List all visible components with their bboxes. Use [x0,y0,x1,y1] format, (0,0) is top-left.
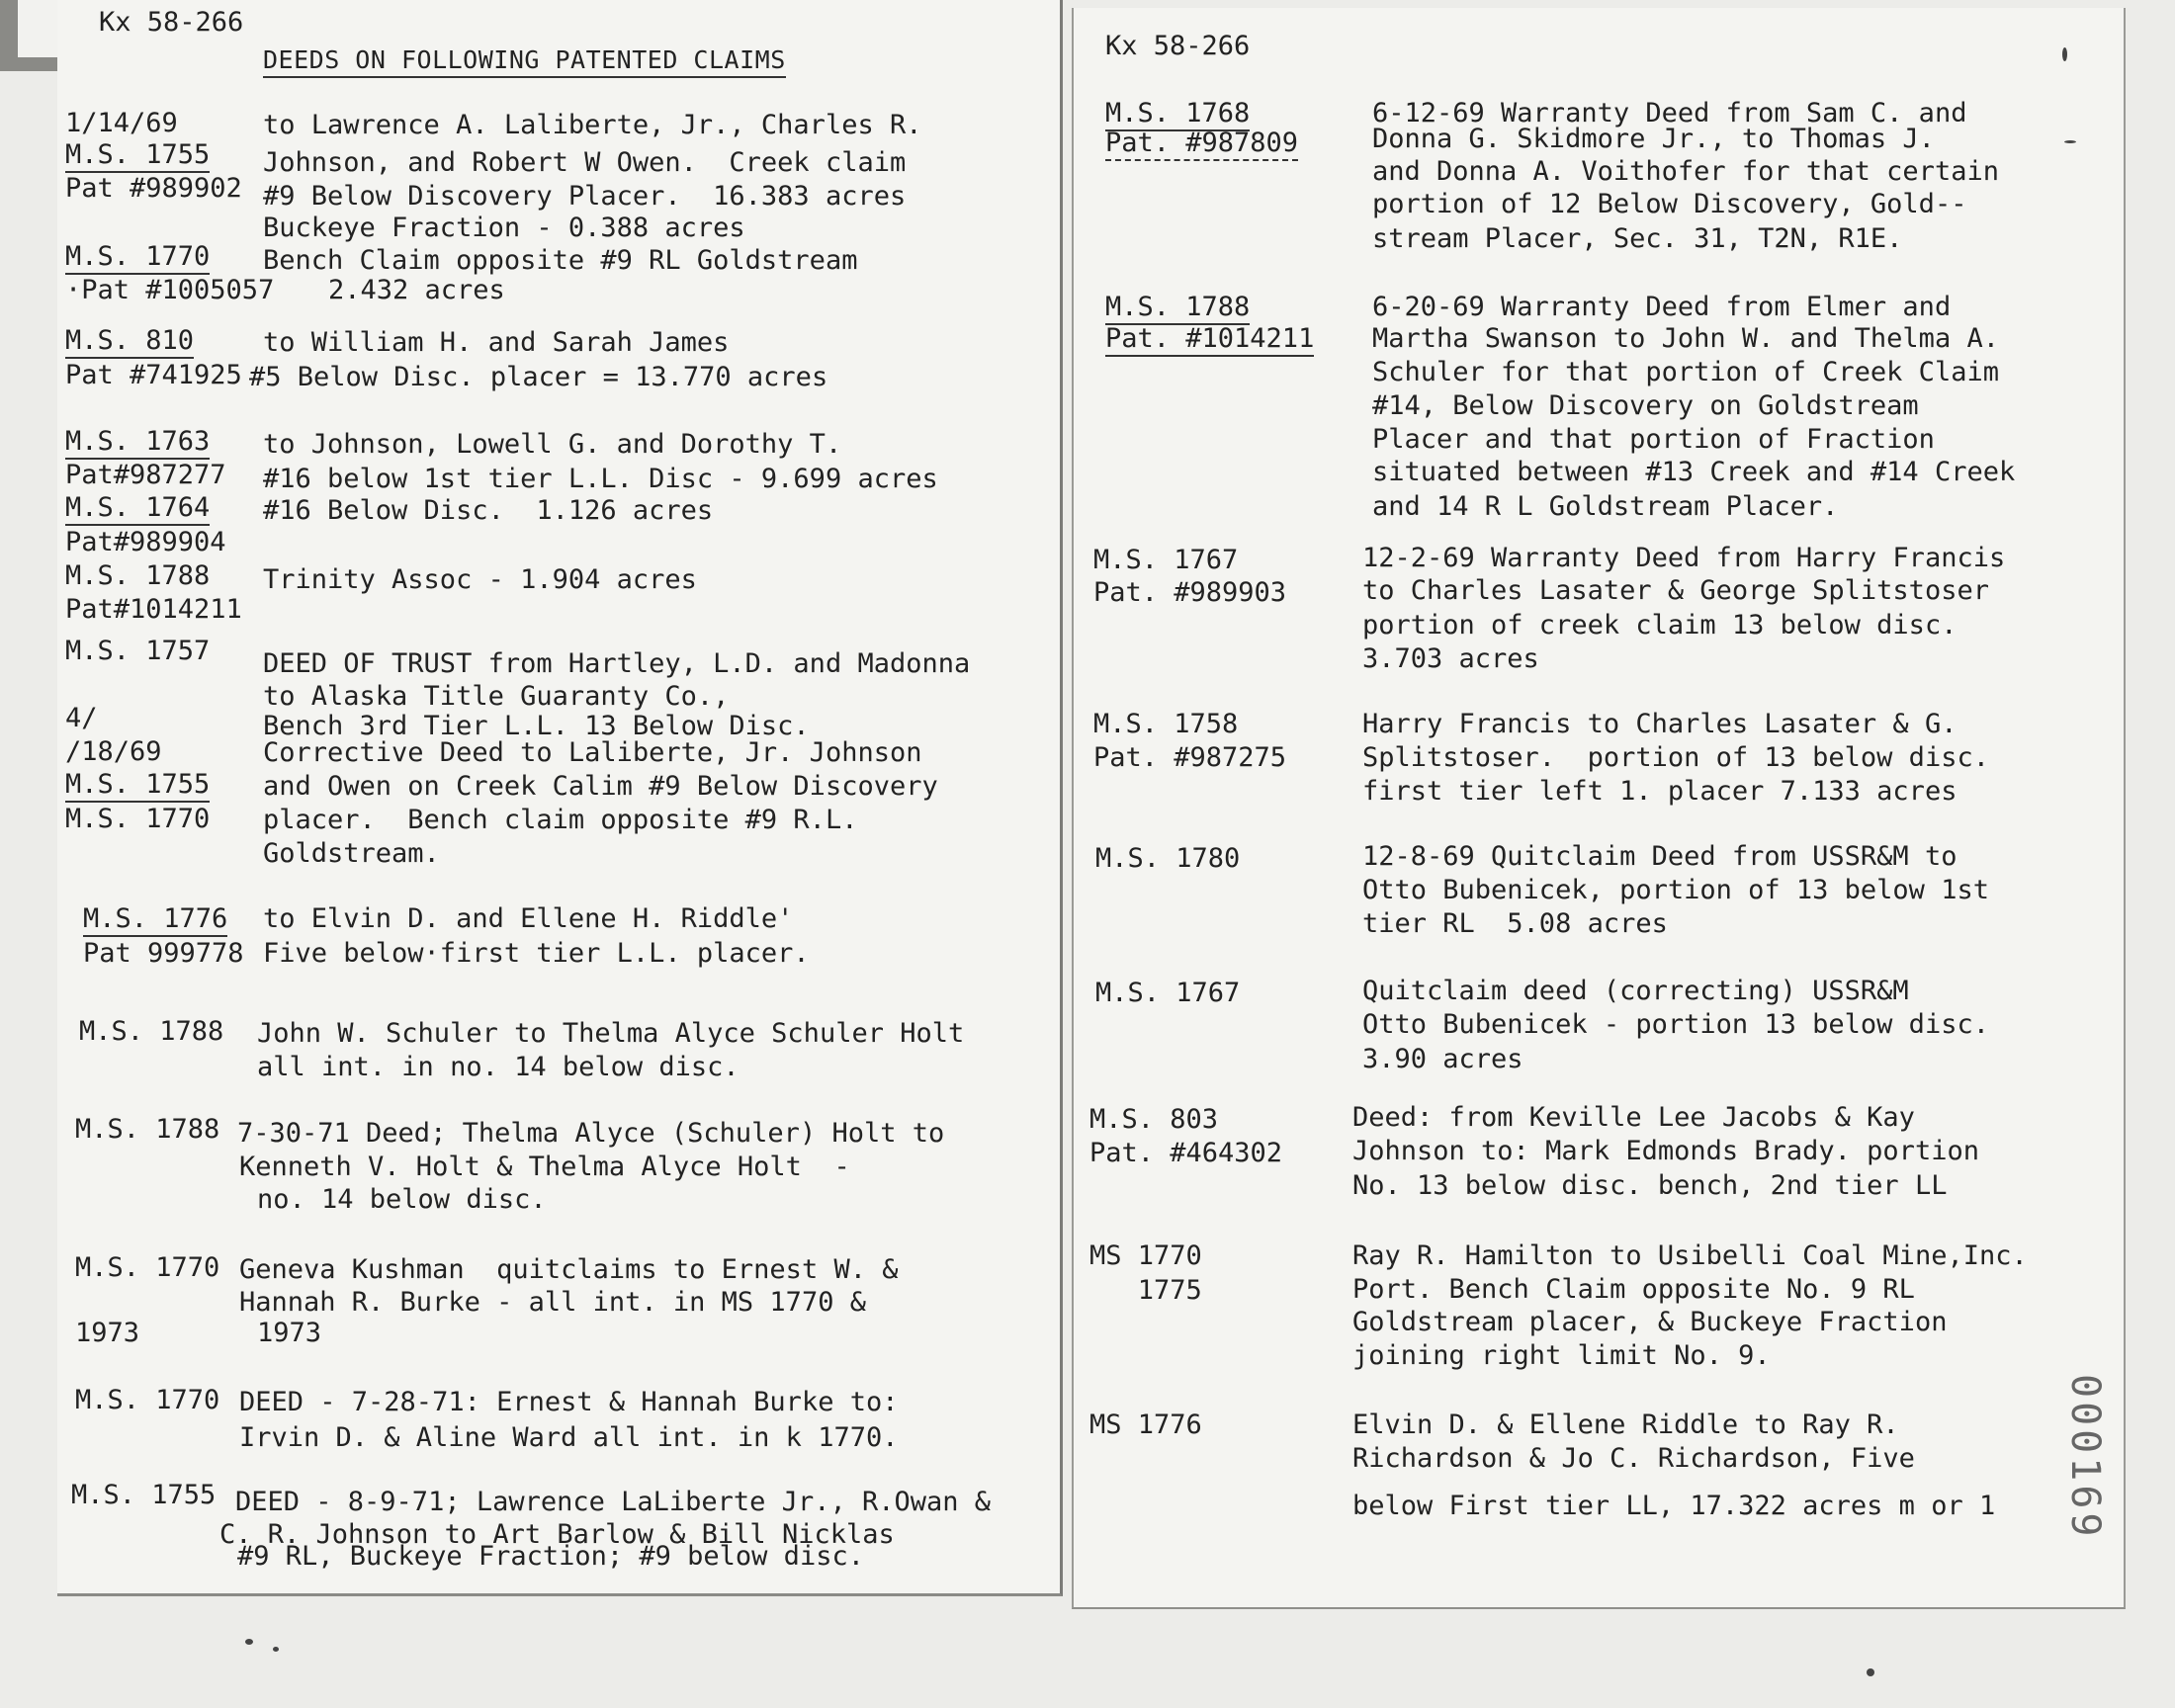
entry-text: Martha Swanson to John W. and Thelma A. [1372,323,1999,354]
entry-key: M.S. 1757 [65,636,211,666]
entry-text: Goldstream placer, & Buckeye Fraction [1352,1307,1948,1337]
entry-text: first tier left 1. placer 7.133 acres [1362,776,1958,807]
entry-text: 12-2-69 Warranty Deed from Harry Francis [1362,543,2006,573]
entry-text: Geneva Kushman quitclaims to Ernest W. & [239,1254,899,1285]
entry-text: DEED - 8-9-71; Lawrence LaLiberte Jr., R.Owan & [235,1487,992,1517]
entry-key: MS 1770 [1089,1240,1202,1271]
entry-text: placer. Bench claim opposite #9 R.L. [263,805,858,835]
entry-text: Elvin D. & Ellene Riddle to Ray R. [1352,1409,1899,1440]
entry-text: to William H. and Sarah James [263,327,730,358]
entry-text: Harry Francis to Charles Lasater & G. [1362,709,1958,739]
scan-speck [273,1647,279,1652]
entry-key: M.S. 1770 [75,1252,220,1283]
entry-key: 1973 [75,1318,140,1348]
entry-text: joining right limit No. 9. [1352,1340,1771,1371]
entry-key: M.S. 1770 [65,804,211,834]
entry-text: DEED OF TRUST from Hartley, L.D. and Madonna [263,648,971,679]
entry-text: 6-20-69 Warranty Deed from Elmer and [1372,292,1952,322]
entry-key: Pat#987277 [65,460,226,490]
entry-key: Pat #741925 [65,360,242,390]
left-file-number: Kx 58-266 [99,7,244,38]
entry-text: situated between #13 Creek and #14 Creek [1372,457,2016,487]
entry-key: ·Pat #1005057 [65,275,275,305]
entry-text: 12-8-69 Quitclaim Deed from USSR&M to [1362,841,1958,872]
entry-key: Pat. #464302 [1089,1138,1283,1168]
entry-text: #16 Below Disc. 1.126 acres [263,495,714,526]
entry-text: Buckeye Fraction - 0.388 acres [263,213,745,243]
entry-text: Trinity Assoc - 1.904 acres [263,564,697,595]
entry-text: #9 RL, Buckeye Fraction; #9 below disc. [237,1541,864,1572]
entry-text: to Elvin D. and Ellene H. Riddle' [263,903,794,934]
entry-text: #9 Below Discovery Placer. 16.383 acres [263,181,907,212]
entry-key: M.S. 810 [65,324,194,359]
entry-text: tier RL 5.08 acres [1362,908,1668,939]
entry-key: M.S. 1755 [65,138,210,173]
entry-key: M.S. 1780 [1095,843,1241,874]
entry-text: Hannah R. Burke - all int. in MS 1770 & [239,1287,866,1318]
entry-key: M.S. 1768 [1105,97,1250,131]
entry-key: Pat#989904 [65,527,226,557]
entry-key: M.S. 1764 [65,491,210,526]
entry-text: Deed: from Keville Lee Jacobs & Kay [1352,1102,1915,1133]
entry-text: Goldstream. [263,838,440,869]
entry-text: portion of creek claim 13 below disc. [1362,610,1958,640]
entry-text: all int. in no. 14 below disc. [257,1052,740,1082]
entry-key: /18/69 [65,736,162,767]
entry-text: and 14 R L Goldstream Placer. [1372,491,1839,522]
entry-text: portion of 12 Below Discovery, Gold-- [1372,189,1967,219]
entry-text: to Johnson, Lowell G. and Dorothy T. [263,429,842,460]
scan-speck [1867,1668,1874,1676]
entry-text: DEED - 7-28-71: Ernest & Hannah Burke to: [239,1387,899,1417]
entry-text: No. 13 below disc. bench, 2nd tier LL [1352,1170,1948,1201]
scan-edge-highlight [18,0,57,57]
entry-text: Placer and that portion of Fraction [1372,424,1935,455]
entry-key: M.S. 1767 [1093,545,1239,575]
entry-key: 1775 [1089,1275,1202,1306]
entry-text: Schuler for that portion of Creek Claim [1372,357,1999,387]
entry-text: Johnson, and Robert W Owen. Creek claim [263,147,907,178]
entry-text: Richardson & Jo C. Richardson, Five [1352,1443,1915,1474]
entry-text: Ray R. Hamilton to Usibelli Coal Mine,Inc. [1352,1240,2028,1271]
entry-text: Kenneth V. Holt & Thelma Alyce Holt - [239,1152,850,1182]
entry-text: 7-30-71 Deed; Thelma Alyce (Schuler) Holt to [237,1118,945,1149]
entry-key: M.S. 1788 [65,560,211,591]
entry-text: #16 below 1st tier L.L. Disc - 9.699 acres [263,464,938,494]
entry-key: M.S. 1767 [1095,978,1241,1008]
entry-key: Pat. #989903 [1093,577,1287,608]
entry-text: to Alaska Title Guaranty Co., [263,681,730,712]
entry-text: Donna G. Skidmore Jr., to Thomas J. [1372,124,1935,154]
page-number-stamp: 000169 [2062,1374,2108,1541]
entry-key: Pat#1014211 [65,594,242,625]
entry-text: no. 14 below disc. [257,1184,547,1215]
entry-key: Pat #989902 [65,173,242,204]
entry-key: M.S. 1788 [79,1016,224,1047]
entry-text: Bench Claim opposite #9 RL Goldstream [263,245,858,276]
entry-text: Quitclaim deed (correcting) USSR&M [1362,976,1909,1006]
entry-text: 3.90 acres [1362,1044,1523,1074]
entry-key: Pat. #1014211 [1105,322,1314,357]
entry-key: M.S. 803 [1089,1104,1219,1135]
scan-speck [245,1639,253,1645]
entry-text: and Donna A. Voithofer for that certain [1372,156,1999,187]
entry-text: Johnson to: Mark Edmonds Brady. portion [1352,1136,1979,1166]
entry-text: 2.432 acres [328,275,505,305]
entry-text: #5 Below Disc. placer = 13.770 acres [249,362,828,392]
entry-key: M.S. 1755 [65,768,210,803]
right-file-number: Kx 58-266 [1105,31,1251,61]
entry-text: 3.703 acres [1362,643,1539,674]
entry-key: M.S. 1788 [75,1114,220,1145]
left-heading: DEEDS ON FOLLOWING PATENTED CLAIMS [263,43,786,78]
entry-text: C. R. Johnson to Art Barlow & Bill Nicklas [219,1519,895,1550]
entry-text: stream Placer, Sec. 31, T2N, R1E. [1372,223,1903,254]
entry-key: 1/14/69 [65,108,178,138]
entry-text: Five below·first tier L.L. placer. [263,938,810,969]
entry-text: #14, Below Discovery on Goldstream [1372,390,1919,421]
entry-key: M.S. 1763 [65,425,210,460]
entry-key: M.S. 1770 [75,1385,220,1415]
entry-text: Otto Bubenicek, portion of 13 below 1st [1362,875,1989,905]
entry-text: Corrective Deed to Laliberte, Jr. Johnson [263,737,922,768]
entry-key: MS 1776 [1089,1409,1202,1440]
entry-text: 1973 [257,1318,322,1348]
entry-text: 6-12-69 Warranty Deed from Sam C. and [1372,98,1967,128]
entry-text: to Charles Lasater & George Splitstoser [1362,575,1989,606]
entry-text: Otto Bubenicek - portion 13 below disc. [1362,1009,1989,1040]
entry-key: 4/ [65,703,98,733]
entry-text: Port. Bench Claim opposite No. 9 RL [1352,1274,1915,1305]
entry-text: John W. Schuler to Thelma Alyce Schuler Holt [257,1018,965,1049]
entry-text: Splitstoser. portion of 13 below disc. [1362,742,1989,773]
entry-key: M.S. 1788 [1105,291,1250,325]
scan-speck [2062,47,2067,61]
entry-key: M.S. 1755 [71,1480,217,1510]
entry-text: below First tier LL, 17.322 acres m or 1 [1352,1491,1996,1521]
entry-text: and Owen on Creek Calim #9 Below Discovery [263,771,938,802]
entry-text: to Lawrence A. Laliberte, Jr., Charles R. [263,110,922,140]
entry-text: Bench 3rd Tier L.L. 13 Below Disc. [263,711,810,741]
entry-key: Pat 999778 [83,938,244,969]
entry-key: M.S. 1758 [1093,709,1239,739]
entry-key: Pat. #987809 [1105,127,1298,161]
entry-key: M.S. 1770 [65,240,210,275]
entry-text: Irvin D. & Aline Ward all int. in k 1770. [239,1422,899,1453]
entry-key: M.S. 1776 [83,902,227,937]
scan-speck [2064,140,2076,143]
entry-key: Pat. #987275 [1093,742,1287,773]
